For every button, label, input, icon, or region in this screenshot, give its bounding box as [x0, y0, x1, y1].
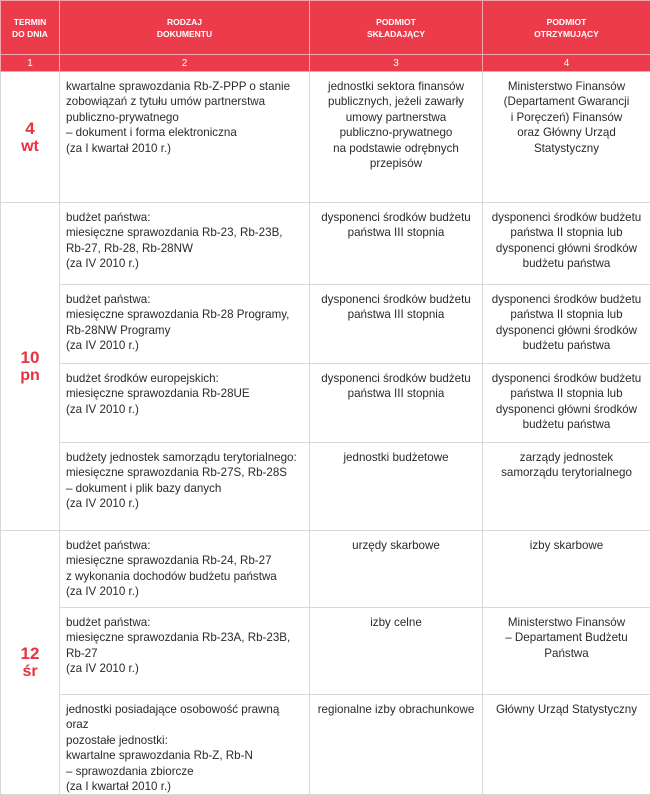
document-cell — [60, 203, 310, 285]
recipient-line: izby skarbowe — [489, 538, 644, 553]
recipient-line: dysponenci środków budżetu — [489, 210, 644, 225]
deadline-day-cell — [1, 203, 60, 531]
recipient-line: oraz Główny Urząd — [489, 125, 644, 140]
submitter-line: państwa III stopnia — [316, 386, 476, 401]
column-number: 2 — [60, 55, 310, 72]
recipient-cell — [483, 72, 650, 203]
submitter-line: dysponenci środków budżetu — [316, 210, 476, 225]
header-text: SKŁADAJĄCY — [314, 28, 478, 40]
recipient-line: budżetu państwa — [489, 338, 644, 353]
submitter-line: przepisów — [316, 156, 476, 171]
document-line: miesięczne sprawozdania Rb-28 Programy, — [66, 307, 303, 322]
recipient-line: państwa II stopnia lub — [489, 225, 644, 240]
table-row — [1, 608, 650, 695]
recipient-line: samorządu terytorialnego — [489, 465, 644, 480]
document-line: (za I kwartał 2010 r.) — [66, 779, 303, 794]
document-line: (za IV 2010 r.) — [66, 584, 303, 599]
recipient-line: państwa II stopnia lub — [489, 307, 644, 322]
document-line: – sprawozdania zbiorcze — [66, 764, 303, 779]
submitter-line: publicznych, jeżeli zawarły — [316, 94, 476, 109]
recipient-line: dysponenci środków budżetu — [489, 371, 644, 386]
document-line: Rb-27 — [66, 646, 303, 661]
recipient-line: Państwa — [489, 646, 644, 661]
submitter-cell — [310, 285, 483, 364]
submitter-line: dysponenci środków budżetu — [316, 371, 476, 386]
document-line: (za IV 2010 r.) — [66, 256, 303, 271]
header-deadline — [1, 1, 60, 55]
submitter-cell — [310, 72, 483, 203]
submitter-line: umowy partnerstwa — [316, 110, 476, 125]
recipient-line: Ministerstwo Finansów — [489, 79, 644, 94]
document-line: (za IV 2010 r.) — [66, 402, 303, 417]
header-text: RODZAJ — [64, 16, 305, 28]
submitter-line: urzędy skarbowe — [316, 538, 476, 553]
document-line: publiczno-prywatnego — [66, 110, 303, 125]
document-line: jednostki posiadające osobowość prawną oraz — [66, 702, 303, 733]
column-number-row — [1, 55, 650, 72]
submitter-line: izby celne — [316, 615, 476, 630]
document-line: budżet państwa: — [66, 615, 303, 630]
table-row — [1, 443, 650, 531]
document-cell — [60, 285, 310, 364]
header-submitter — [310, 1, 483, 55]
header-text: DO DNIA — [5, 28, 55, 40]
submitter-line: na podstawie odrębnych — [316, 141, 476, 156]
document-line: budżet środków europejskich: — [66, 371, 303, 386]
recipient-cell — [483, 443, 650, 531]
submitter-cell — [310, 364, 483, 443]
document-line: (za IV 2010 r.) — [66, 338, 303, 353]
table-row — [1, 72, 650, 203]
recipient-cell — [483, 608, 650, 695]
recipient-line: dysponenci główni środków — [489, 241, 644, 256]
submitter-cell — [310, 695, 483, 795]
recipient-cell — [483, 203, 650, 285]
recipient-cell — [483, 364, 650, 443]
recipient-cell — [483, 531, 650, 608]
document-line: miesięczne sprawozdania Rb-27S, Rb-28S — [66, 465, 303, 480]
submitter-line: regionalne izby obrachunkowe — [316, 702, 476, 717]
document-line: z wykonania dochodów budżetu państwa — [66, 569, 303, 584]
document-line: miesięczne sprawozdania Rb-23, Rb-23B, — [66, 225, 303, 240]
document-line: (za IV 2010 r.) — [66, 496, 303, 511]
recipient-line: zarządy jednostek — [489, 450, 644, 465]
day-number: 10 — [1, 348, 59, 367]
submitter-line: publiczno-prywatnego — [316, 125, 476, 140]
document-line: budżet państwa: — [66, 210, 303, 225]
submitter-line: państwa III stopnia — [316, 225, 476, 240]
document-line: kwartalne sprawozdania Rb-Z-PPP o stanie — [66, 79, 303, 94]
header-text: TERMIN — [5, 16, 55, 28]
document-line: budżet państwa: — [66, 538, 303, 553]
recipient-line: Statystyczny — [489, 141, 644, 156]
column-number: 4 — [483, 55, 650, 72]
document-cell — [60, 364, 310, 443]
header-text: PODMIOT — [487, 16, 646, 28]
document-line: zobowiązań z tytułu umów partnerstwa — [66, 94, 303, 109]
document-cell — [60, 695, 310, 795]
submitter-cell — [310, 608, 483, 695]
document-line: miesięczne sprawozdania Rb-28UE — [66, 386, 303, 401]
submitter-line: państwa III stopnia — [316, 307, 476, 322]
document-line: budżety jednostek samorządu terytorialnego: — [66, 450, 303, 465]
recipient-line: – Departament Budżetu — [489, 630, 644, 645]
day-name: śr — [1, 663, 59, 681]
document-line: budżet państwa: — [66, 292, 303, 307]
column-number: 1 — [1, 55, 60, 72]
recipient-line: dysponenci główni środków — [489, 323, 644, 338]
document-line: – dokument i forma elektroniczna — [66, 125, 303, 140]
document-line: Rb-27, Rb-28, Rb-28NW — [66, 241, 303, 256]
column-number: 3 — [310, 55, 483, 72]
day-number: 12 — [1, 644, 59, 663]
table-row — [1, 203, 650, 285]
deadline-day-cell — [1, 531, 60, 795]
table-row — [1, 695, 650, 795]
submitter-line: dysponenci środków budżetu — [316, 292, 476, 307]
recipient-cell — [483, 695, 650, 795]
header-recipient — [483, 1, 650, 55]
recipient-line: dysponenci środków budżetu — [489, 292, 644, 307]
day-name: wt — [1, 138, 59, 156]
document-cell — [60, 608, 310, 695]
document-line: pozostałe jednostki: — [66, 733, 303, 748]
header-text: PODMIOT — [314, 16, 478, 28]
submitter-cell — [310, 531, 483, 608]
recipient-line: (Departament Gwarancji — [489, 94, 644, 109]
document-cell — [60, 72, 310, 203]
recipient-line: budżetu państwa — [489, 417, 644, 432]
document-line: – dokument i plik bazy danych — [66, 481, 303, 496]
day-name: pn — [1, 367, 59, 385]
recipient-line: dysponenci główni środków — [489, 402, 644, 417]
day-number: 4 — [1, 119, 59, 138]
document-cell — [60, 443, 310, 531]
document-line: kwartalne sprawozdania Rb-Z, Rb-N — [66, 748, 303, 763]
table-row — [1, 364, 650, 443]
submitter-line: jednostki budżetowe — [316, 450, 476, 465]
table-row — [1, 531, 650, 608]
document-line: miesięczne sprawozdania Rb-23A, Rb-23B, — [66, 630, 303, 645]
document-line: miesięczne sprawozdania Rb-24, Rb-27 — [66, 553, 303, 568]
recipient-line: Główny Urząd Statystyczny — [489, 702, 644, 717]
recipient-line: Ministerstwo Finansów — [489, 615, 644, 630]
header-row — [1, 1, 650, 55]
deadline-day-cell — [1, 72, 60, 203]
header-document-type — [60, 1, 310, 55]
table-row — [1, 285, 650, 364]
submitter-cell — [310, 443, 483, 531]
document-line: (za I kwartał 2010 r.) — [66, 141, 303, 156]
submitter-cell — [310, 203, 483, 285]
header-text: OTRZYMUJĄCY — [487, 28, 646, 40]
recipient-line: i Poręczeń) Finansów — [489, 110, 644, 125]
recipient-line: budżetu państwa — [489, 256, 644, 271]
submitter-line: jednostki sektora finansów — [316, 79, 476, 94]
document-cell — [60, 531, 310, 608]
document-line: (za IV 2010 r.) — [66, 661, 303, 676]
recipient-cell — [483, 285, 650, 364]
recipient-line: państwa II stopnia lub — [489, 386, 644, 401]
document-line: Rb-28NW Programy — [66, 323, 303, 338]
header-text: DOKUMENTU — [64, 28, 305, 40]
